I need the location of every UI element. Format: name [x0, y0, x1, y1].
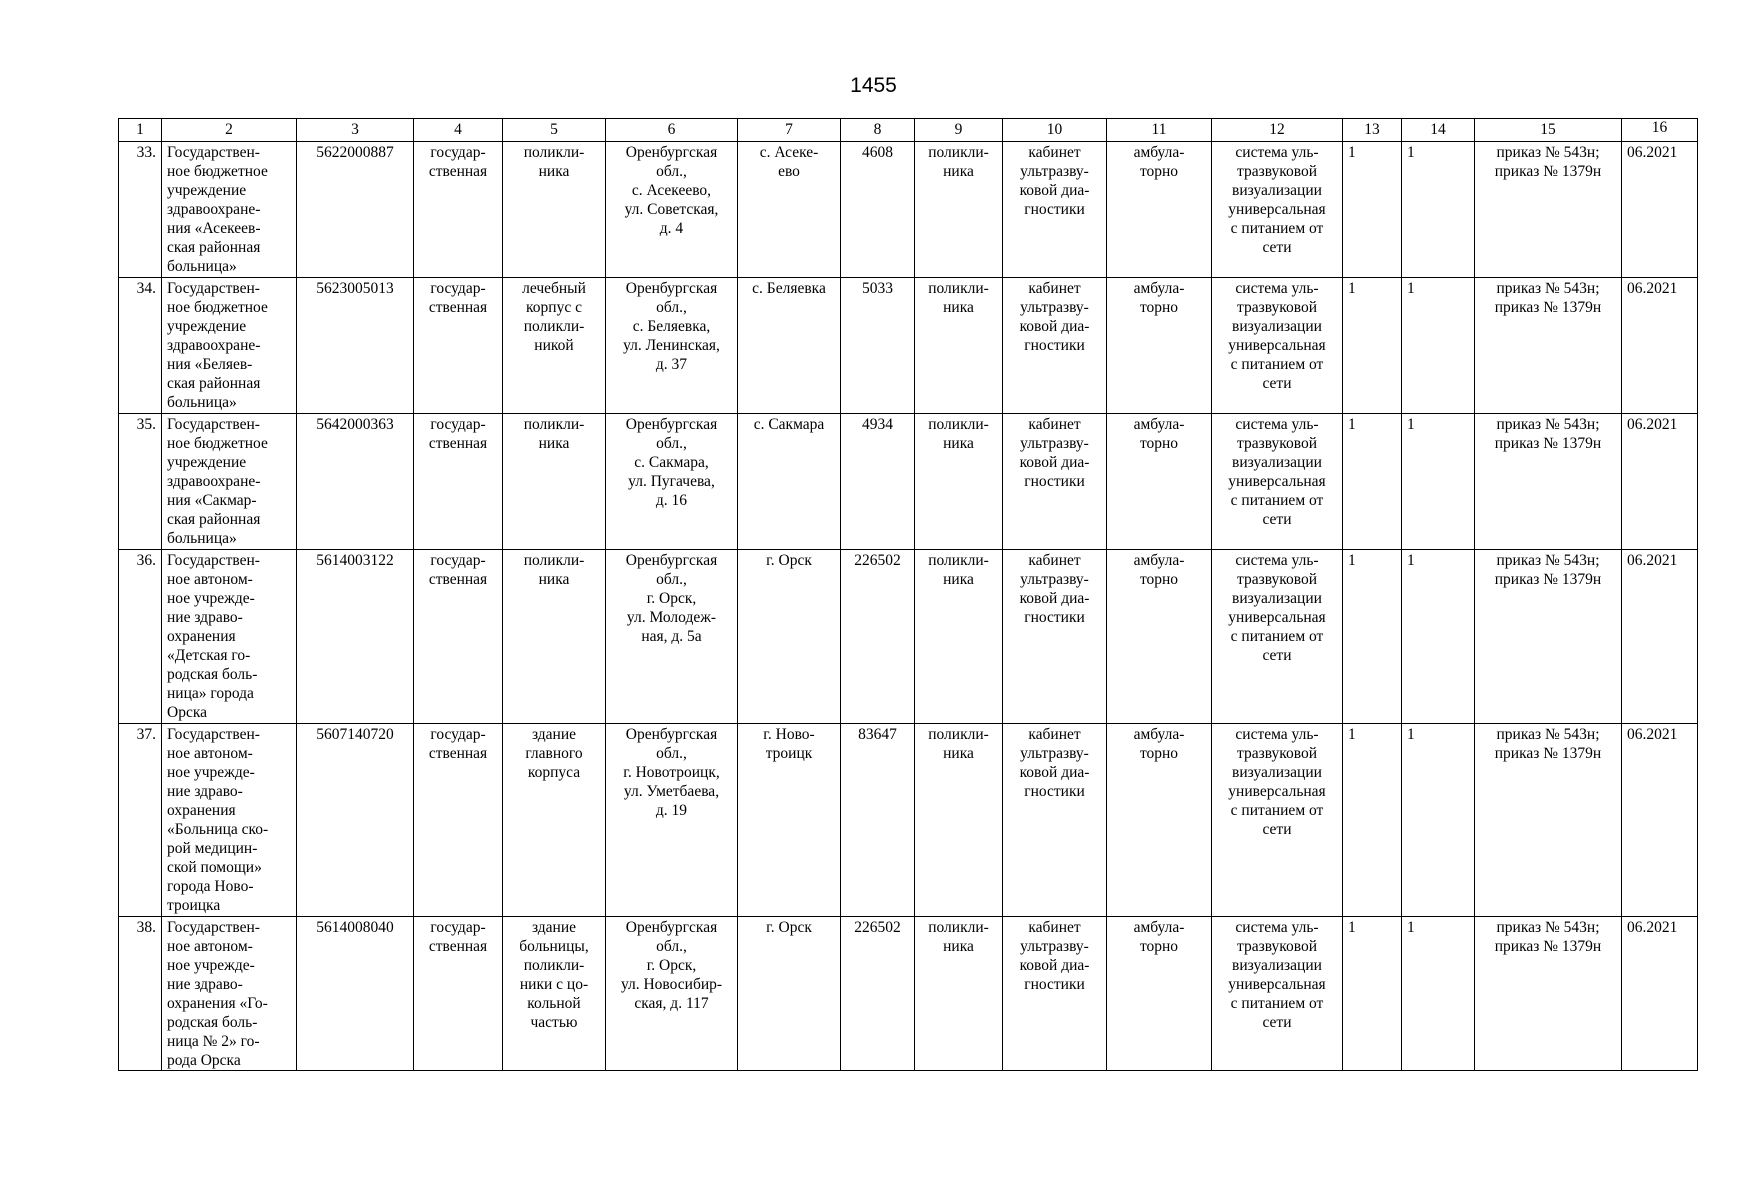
quantity-b: 1 — [1402, 414, 1475, 550]
institution-name: Государствен- ное бюджетное учреждение здравоохране- ния «Беляев- ская районная больница» — [162, 278, 297, 414]
row-number: 38. — [119, 917, 162, 1071]
population: 4934 — [841, 414, 915, 550]
quantity-b: 1 — [1402, 550, 1475, 724]
institution-name: Государствен- ное автоном- ное учрежде- ние здраво- охранения «Больница ско- рой медицин- ской помощи» города Ново- троицка — [162, 724, 297, 917]
date: 06.2021 — [1622, 917, 1698, 1071]
equipment: система уль- тразвуковой визуализации универсальная с питанием от сети — [1212, 550, 1343, 724]
room: кабинет ультразву- ковой диа- гностики — [1003, 278, 1107, 414]
regulation: приказ № 543н; приказ № 1379н — [1475, 278, 1622, 414]
regulation: приказ № 543н; приказ № 1379н — [1475, 414, 1622, 550]
equipment: система уль- тразвуковой визуализации универсальная с питанием от сети — [1212, 142, 1343, 278]
settlement: с. Беляевка — [738, 278, 841, 414]
table-row — [119, 142, 1698, 278]
quantity-a: 1 — [1343, 142, 1402, 278]
column-header: 5 — [503, 119, 606, 142]
equipment: система уль- тразвуковой визуализации универсальная с питанием от сети — [1212, 278, 1343, 414]
column-header: 2 — [162, 119, 297, 142]
care-condition: амбула- торно — [1107, 414, 1212, 550]
row-number: 34. — [119, 278, 162, 414]
population: 5033 — [841, 278, 915, 414]
row-number: 37. — [119, 724, 162, 917]
institution-name: Государствен- ное автоном- ное учрежде- ние здраво- охранения «Детская го- родская боль- ница» города Орска — [162, 550, 297, 724]
ownership-form: государ- ственная — [414, 414, 503, 550]
division: поликли- ника — [915, 414, 1003, 550]
settlement: с. Сакмара — [738, 414, 841, 550]
room: кабинет ультразву- ковой диа- гностики — [1003, 550, 1107, 724]
column-number-row — [119, 119, 1698, 142]
building: здание больницы, поликли- ники с цо- кольной частью — [503, 917, 606, 1071]
room: кабинет ультразву- ковой диа- гностики — [1003, 414, 1107, 550]
care-condition: амбула- торно — [1107, 142, 1212, 278]
date: 06.2021 — [1622, 414, 1698, 550]
column-header: 7 — [738, 119, 841, 142]
care-condition: амбула- торно — [1107, 550, 1212, 724]
inn: 5622000887 — [297, 142, 414, 278]
building: поликли- ника — [503, 550, 606, 724]
address: Оренбургская обл., г. Орск, ул. Молодеж- ная, д. 5а — [606, 550, 738, 724]
population: 83647 — [841, 724, 915, 917]
address: Оренбургская обл., с. Сакмара, ул. Пугачева, д. 16 — [606, 414, 738, 550]
column-header: 6 — [606, 119, 738, 142]
column-header: 1 — [119, 119, 162, 142]
division: поликли- ника — [915, 278, 1003, 414]
row-number: 33. — [119, 142, 162, 278]
column-header: 12 — [1212, 119, 1343, 142]
building: здание главного корпуса — [503, 724, 606, 917]
room: кабинет ультразву- ковой диа- гностики — [1003, 142, 1107, 278]
quantity-a: 1 — [1343, 550, 1402, 724]
population: 226502 — [841, 917, 915, 1071]
division: поликли- ника — [915, 550, 1003, 724]
division: поликли- ника — [915, 724, 1003, 917]
inn: 5642000363 — [297, 414, 414, 550]
settlement: с. Асеке- ево — [738, 142, 841, 278]
quantity-a: 1 — [1343, 414, 1402, 550]
quantity-a: 1 — [1343, 724, 1402, 917]
settlement: г. Ново- троицк — [738, 724, 841, 917]
room: кабинет ультразву- ковой диа- гностики — [1003, 724, 1107, 917]
table-row — [119, 550, 1698, 724]
address: Оренбургская обл., с. Беляевка, ул. Ленинская, д. 37 — [606, 278, 738, 414]
quantity-b: 1 — [1402, 724, 1475, 917]
date: 06.2021 — [1622, 142, 1698, 278]
address: Оренбургская обл., г. Орск, ул. Новосибир- ская, д. 117 — [606, 917, 738, 1071]
registry-table — [118, 118, 1698, 1071]
ownership-form: государ- ственная — [414, 917, 503, 1071]
regulation: приказ № 543н; приказ № 1379н — [1475, 550, 1622, 724]
care-condition: амбула- торно — [1107, 917, 1212, 1071]
row-number: 36. — [119, 550, 162, 724]
equipment: система уль- тразвуковой визуализации универсальная с питанием от сети — [1212, 414, 1343, 550]
column-header: 14 — [1402, 119, 1475, 142]
division: поликли- ника — [915, 142, 1003, 278]
quantity-b: 1 — [1402, 142, 1475, 278]
quantity-a: 1 — [1343, 278, 1402, 414]
column-header: 9 — [915, 119, 1003, 142]
row-number: 35. — [119, 414, 162, 550]
column-header: 4 — [414, 119, 503, 142]
address: Оренбургская обл., г. Новотроицк, ул. Уметбаева, д. 19 — [606, 724, 738, 917]
address: Оренбургская обл., с. Асекеево, ул. Советская, д. 4 — [606, 142, 738, 278]
table-row — [119, 278, 1698, 414]
institution-name: Государствен- ное бюджетное учреждение здравоохране- ния «Асекеев- ская районная больница» — [162, 142, 297, 278]
quantity-b: 1 — [1402, 917, 1475, 1071]
inn: 5614008040 — [297, 917, 414, 1071]
table-row — [119, 917, 1698, 1071]
building: лечебный корпус с поликли- никой — [503, 278, 606, 414]
column-header: 10 — [1003, 119, 1107, 142]
ownership-form: государ- ственная — [414, 550, 503, 724]
ownership-form: государ- ственная — [414, 142, 503, 278]
equipment: система уль- тразвуковой визуализации универсальная с питанием от сети — [1212, 724, 1343, 917]
building: поликли- ника — [503, 142, 606, 278]
column-header: 15 — [1475, 119, 1622, 142]
population: 4608 — [841, 142, 915, 278]
regulation: приказ № 543н; приказ № 1379н — [1475, 724, 1622, 917]
column-header: 8 — [841, 119, 915, 142]
care-condition: амбула- торно — [1107, 724, 1212, 917]
page-number: 1455 — [850, 74, 897, 97]
date: 06.2021 — [1622, 550, 1698, 724]
room: кабинет ультразву- ковой диа- гностики — [1003, 917, 1107, 1071]
building: поликли- ника — [503, 414, 606, 550]
settlement: г. Орск — [738, 550, 841, 724]
care-condition: амбула- торно — [1107, 278, 1212, 414]
inn: 5614003122 — [297, 550, 414, 724]
equipment: система уль- тразвуковой визуализации универсальная с питанием от сети — [1212, 917, 1343, 1071]
column-header: 3 — [297, 119, 414, 142]
table-row — [119, 724, 1698, 917]
column-header: 16 — [1622, 119, 1698, 142]
ownership-form: государ- ственная — [414, 278, 503, 414]
column-header: 11 — [1107, 119, 1212, 142]
column-header: 13 — [1343, 119, 1402, 142]
institution-name: Государствен- ное бюджетное учреждение здравоохране- ния «Сакмар- ская районная больница» — [162, 414, 297, 550]
inn: 5607140720 — [297, 724, 414, 917]
quantity-a: 1 — [1343, 917, 1402, 1071]
date: 06.2021 — [1622, 278, 1698, 414]
population: 226502 — [841, 550, 915, 724]
settlement: г. Орск — [738, 917, 841, 1071]
inn: 5623005013 — [297, 278, 414, 414]
table-row — [119, 414, 1698, 550]
institution-name: Государствен- ное автоном- ное учрежде- ние здраво- охранения «Го- родская боль- ница № 2» го- рода Орска — [162, 917, 297, 1071]
date: 06.2021 — [1622, 724, 1698, 917]
division: поликли- ника — [915, 917, 1003, 1071]
quantity-b: 1 — [1402, 278, 1475, 414]
regulation: приказ № 543н; приказ № 1379н — [1475, 917, 1622, 1071]
ownership-form: государ- ственная — [414, 724, 503, 917]
regulation: приказ № 543н; приказ № 1379н — [1475, 142, 1622, 278]
